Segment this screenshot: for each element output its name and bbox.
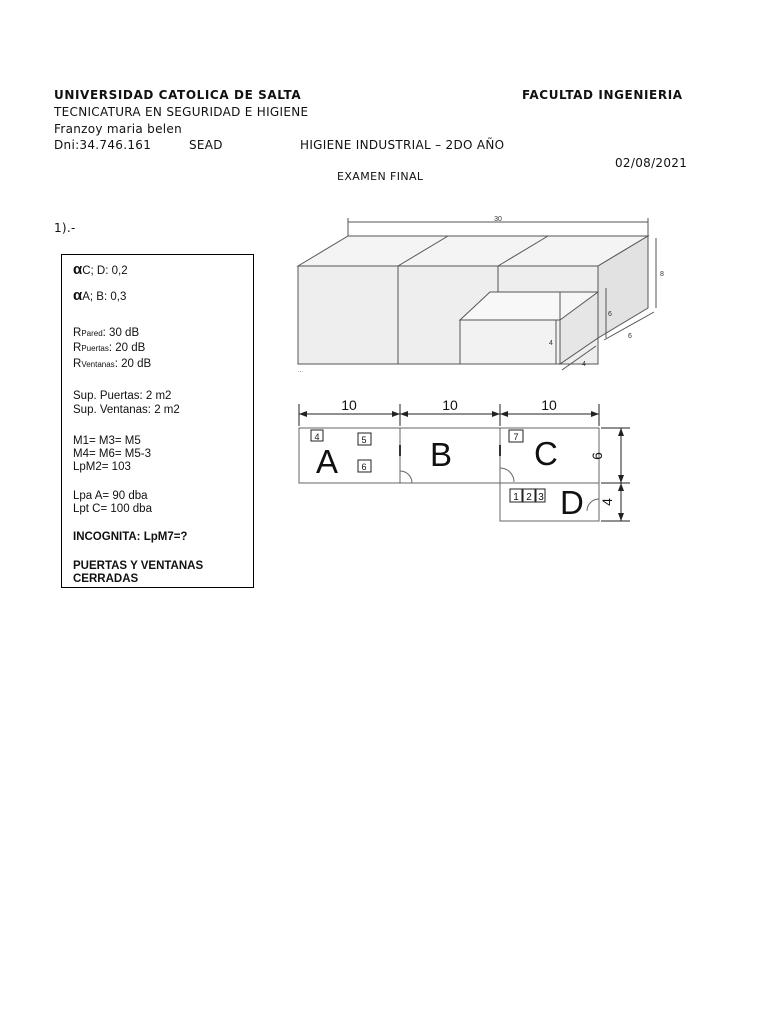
problem-data-box — [61, 254, 254, 588]
student-name: Franzoy maria belen — [54, 122, 182, 136]
r-symbol: R — [73, 327, 82, 339]
r-value: : 30 dB — [102, 327, 140, 339]
dim-arrow — [618, 475, 624, 483]
r-subscript: Pared — [81, 329, 103, 338]
r-subscript: Puertas — [81, 344, 109, 353]
corner-mark: ... — [298, 368, 304, 374]
isometric-building-drawing — [290, 208, 670, 378]
point-label-6: 6 — [361, 462, 367, 472]
width-label-c: 10 — [541, 397, 557, 413]
sup-puertas: Sup. Puertas: 2 m2 — [73, 390, 172, 402]
m-line-1: M1= M3= M5 — [73, 435, 141, 447]
r-symbol: R — [73, 342, 82, 354]
r-ventanas — [73, 358, 151, 371]
point-label-4: 4 — [314, 432, 320, 442]
program-name: TECNICATURA EN SEGURIDAD E HIGIENE — [54, 105, 309, 119]
depth-label-upper: 6 — [589, 452, 605, 460]
r-pared — [73, 327, 139, 340]
dim-arrow — [618, 483, 624, 491]
exam-date: 02/08/2021 — [615, 156, 688, 170]
question-number: 1).- — [54, 221, 76, 235]
point-label-3: 3 — [538, 492, 544, 503]
room-label-a: A — [316, 443, 339, 480]
r-subscript: Ventanas — [81, 360, 115, 369]
r-value: : 20 dB — [108, 342, 146, 354]
puertas-line-1: PUERTAS Y VENTANAS — [73, 560, 204, 572]
course-name: HIGIENE INDUSTRIAL – 2DO AÑO — [300, 138, 505, 152]
dim-label-height-small: 4 — [549, 340, 553, 347]
lpa-a: Lpa A= 90 dba — [73, 490, 148, 502]
dim-label-length: 30 — [494, 216, 502, 223]
dim-arrow — [392, 411, 400, 417]
faculty-name: FACULTAD INGENIERIA — [522, 88, 683, 102]
door-swing-d — [587, 499, 599, 511]
room-label-c: C — [534, 435, 558, 472]
room-label-d: D — [560, 484, 584, 521]
dim-arrow — [591, 411, 599, 417]
door-swing-bc — [500, 468, 514, 482]
dim-arrow — [618, 428, 624, 436]
modality: SEAD — [189, 138, 223, 152]
dim-arrow — [400, 411, 408, 417]
incognita: INCOGNITA: LpM7=? — [73, 531, 188, 543]
width-label-a: 10 — [341, 397, 357, 413]
dim-label-depth-small: 4 — [582, 361, 586, 368]
exam-title: EXAMEN FINAL — [337, 170, 424, 183]
alpha-symbol: α — [73, 287, 83, 304]
dim-arrow — [299, 411, 307, 417]
r-symbol: R — [73, 358, 82, 370]
depth-label-lower: 4 — [599, 498, 615, 506]
alpha-cd — [73, 263, 128, 278]
puertas-line-2: CERRADAS — [73, 573, 139, 585]
point-label-5: 5 — [361, 435, 367, 445]
dim-label-height-main: 8 — [660, 271, 664, 278]
alpha-cd-label: C; D: 0,2 — [82, 265, 128, 277]
dim-label-width-lower: 6 — [628, 333, 632, 340]
floor-plan — [290, 390, 650, 530]
alpha-symbol: α — [73, 261, 83, 278]
room-label-b: B — [430, 436, 453, 473]
m-line-3: LpM2= 103 — [73, 461, 131, 473]
alpha-ab-label: A; B: 0,3 — [82, 291, 127, 303]
dim-label-height-lower: 6 — [608, 311, 612, 318]
dim-arrow — [618, 513, 624, 521]
university-name: UNIVERSIDAD CATOLICA DE SALTA — [54, 88, 302, 102]
dim-arrow — [492, 411, 500, 417]
point-label-2: 2 — [526, 492, 532, 503]
sup-ventanas: Sup. Ventanas: 2 m2 — [73, 404, 180, 416]
r-puertas — [73, 342, 145, 355]
dim-arrow — [500, 411, 508, 417]
lpt-c: Lpt C= 100 dba — [73, 503, 152, 515]
main-top-face — [298, 236, 648, 266]
alpha-ab — [73, 289, 126, 304]
small-front-face — [460, 320, 560, 364]
point-label-1: 1 — [513, 492, 519, 503]
student-dni: Dni:34.746.161 — [54, 138, 152, 152]
point-label-7: 7 — [513, 432, 519, 442]
m-line-2: M4= M6= M5-3 — [73, 448, 151, 460]
door-swing-ab — [400, 471, 412, 483]
width-label-b: 10 — [442, 397, 458, 413]
r-value: : 20 dB — [114, 358, 152, 370]
